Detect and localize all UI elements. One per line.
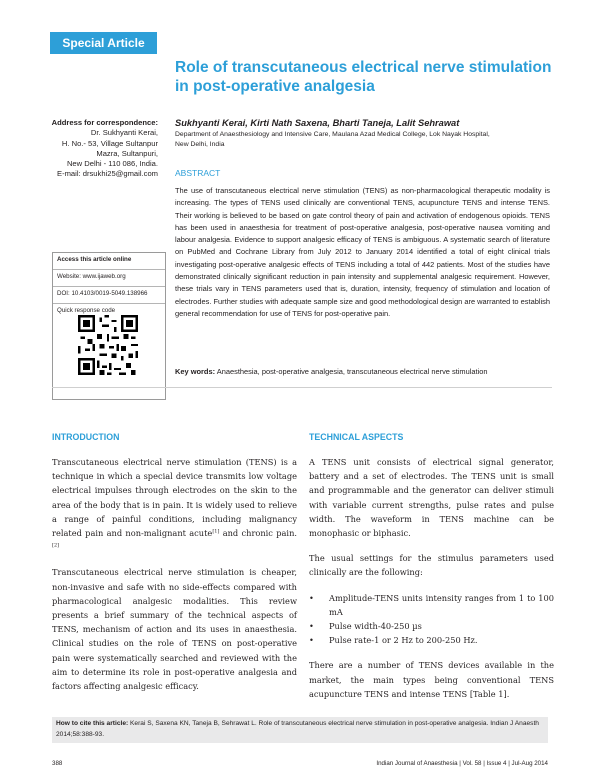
introduction-heading: INTRODUCTION — [52, 432, 120, 442]
technical-paragraph-1: A TENS unit consists of electrical signal generator, battery and a set of electrodes. The TENS unit is small and programmable and the generator can deliver stimuli with variable current strengths, pulse rates and pulse width. The waveform in TENS machine can be monophasic or biphasic. — [309, 457, 554, 539]
parameter-list — [309, 591, 554, 648]
affiliation-line: New Delhi, India — [175, 141, 225, 148]
technical-paragraph-2: The usual settings for the stimulus parameters used clinically are the following: — [309, 553, 554, 578]
list-item: • Amplitude-TENS units intensity ranges from 1 to 100 mA — [309, 591, 554, 619]
correspondence-address — [38, 118, 158, 180]
technical-aspects-body — [309, 455, 554, 712]
reference-2[interactable]: [2] — [52, 542, 60, 549]
intro-paragraph-2: Transcutaneous electrical nerve stimulation is cheaper, non-invasive and safe with no side-effects compared with pharmacological analgesic modalities. This review presents a brief summary of the technical aspects of TENS, mechanism of action and its uses in anaesthesia. Clinical studies on the role of TENS on post-operative pain were systematically searched and reviewed with the aim to determine its role in post-operative analgesia and factors affecting analgesic efficacy. — [52, 567, 297, 692]
access-online-heading: Access this article online — [53, 253, 165, 270]
title-line-1: Role of transcutaneous electrical nerve stimulation — [175, 59, 552, 76]
keywords-text: Anaesthesia, post-operative analgesia, transcutaneous electrical nerve stimulation — [216, 367, 488, 376]
technical-aspects-heading: TECHNICAL ASPECTS — [309, 432, 404, 442]
address-email[interactable]: E-mail: drsukhi25@gmail.com — [57, 169, 158, 179]
introduction-body — [52, 455, 297, 704]
address-line: H. No.- 53, Village Sultanpur — [61, 138, 158, 148]
citation-label: How to cite this article: — [56, 720, 129, 727]
address-line: New Delhi - 110 086, India. — [66, 159, 158, 169]
title-line-2: in post-operative analgesia — [175, 78, 375, 95]
page-number: 388 — [52, 760, 63, 767]
list-item: • Pulse rate-1 or 2 Hz to 200-250 Hz. — [309, 633, 554, 647]
journal-footer: Indian Journal of Anaesthesia | Vol. 58 | Issue 4 | Jul-Aug 2014 — [376, 760, 548, 767]
keywords — [175, 367, 555, 376]
intro-p1-tail: and chronic pain. — [219, 528, 297, 539]
qr-label: Quick response code — [57, 307, 116, 314]
abstract-text: The use of transcutaneous electrical nerve stimulation (TENS) as non-pharmacological therapeutic modality is increasing. The types of TENS used clinically are conventional TENS, acupuncture TENS and intense TENS. Their working is believed to be based on gate control theory of pain and activation of endogenous opioids. TENS has been used in anaesthesia for treatment of post-operative analgesia, post-operative nausea vomiting and labour analgesia. Evidence to support analgesic efficacy of TENS is ambiguous. A systematic search of literature on PubMed and Cochrane Library from July 2012 to January 2014 identified a total of eight clinical trials investigating post-operative analgesic effects of TENS including a total of 442 patients. Most of the studies have demonstrated clinically significant reduction in pain intensity and supplemental analgesic requirement. However, these trials vary in TENS parameters used that is, duration, intensity, frequency of stimulation and location of electrodes. Further studies with adequate sample size and good methodological design are warranted to establish general recommendation for use of TENS for post-operative pain. — [175, 186, 550, 318]
intro-p1-text: Transcutaneous electrical nerve stimulation (TENS) is a technique in which a special device transmits low voltage electrical impulses through electrodes on the skin to the area of the body that is in pain. It is widely used to relieve a range of painful conditions, including malignancy related pain and non-malignant acute — [52, 457, 297, 539]
special-article-banner: Special Article — [50, 32, 157, 54]
keywords-label: Key words: — [175, 367, 216, 376]
address-line: Dr. Sukhyanti Kerai, — [90, 128, 158, 138]
citation-text: Kerai S, Saxena KN, Taneja B, Sehrawat L. Role of transcutaneous electrical nerve stimulation in post-operative analgesia. Indian J Anaesth 2014;58:388-93. — [56, 720, 539, 738]
access-online-box — [52, 252, 166, 400]
website-link[interactable]: Website: www.ijaweb.org — [53, 270, 165, 287]
affiliation — [175, 130, 555, 150]
technical-paragraph-3: There are a number of TENS devices available in the market, the main types being conventional TENS acupuncture TENS and intense TENS [Table 1]. — [309, 660, 554, 699]
list-item: • Pulse width-40-250 µs — [309, 619, 554, 633]
abstract-heading: ABSTRACT — [175, 168, 221, 178]
address-label: Address for correspondence: — [51, 118, 158, 127]
affiliation-line: Department of Anaesthesiology and Intensive Care, Maulana Azad Medical College, Lok Nayak Hospital, — [175, 131, 490, 138]
reference-1[interactable]: [1] — [212, 528, 220, 535]
authors: Sukhyanti Kerai, Kirti Nath Saxena, Bharti Taneja, Lalit Sehrawat — [175, 118, 460, 128]
article-title — [175, 58, 555, 96]
citation-box — [52, 717, 548, 743]
address-line: Mazra, Sultanpuri, — [96, 148, 158, 158]
doi-link[interactable]: DOI: 10.4103/0019-5049.138966 — [53, 287, 165, 304]
section-divider — [52, 387, 552, 388]
intro-paragraph-1 — [52, 455, 297, 554]
qr-code[interactable] — [78, 315, 138, 375]
